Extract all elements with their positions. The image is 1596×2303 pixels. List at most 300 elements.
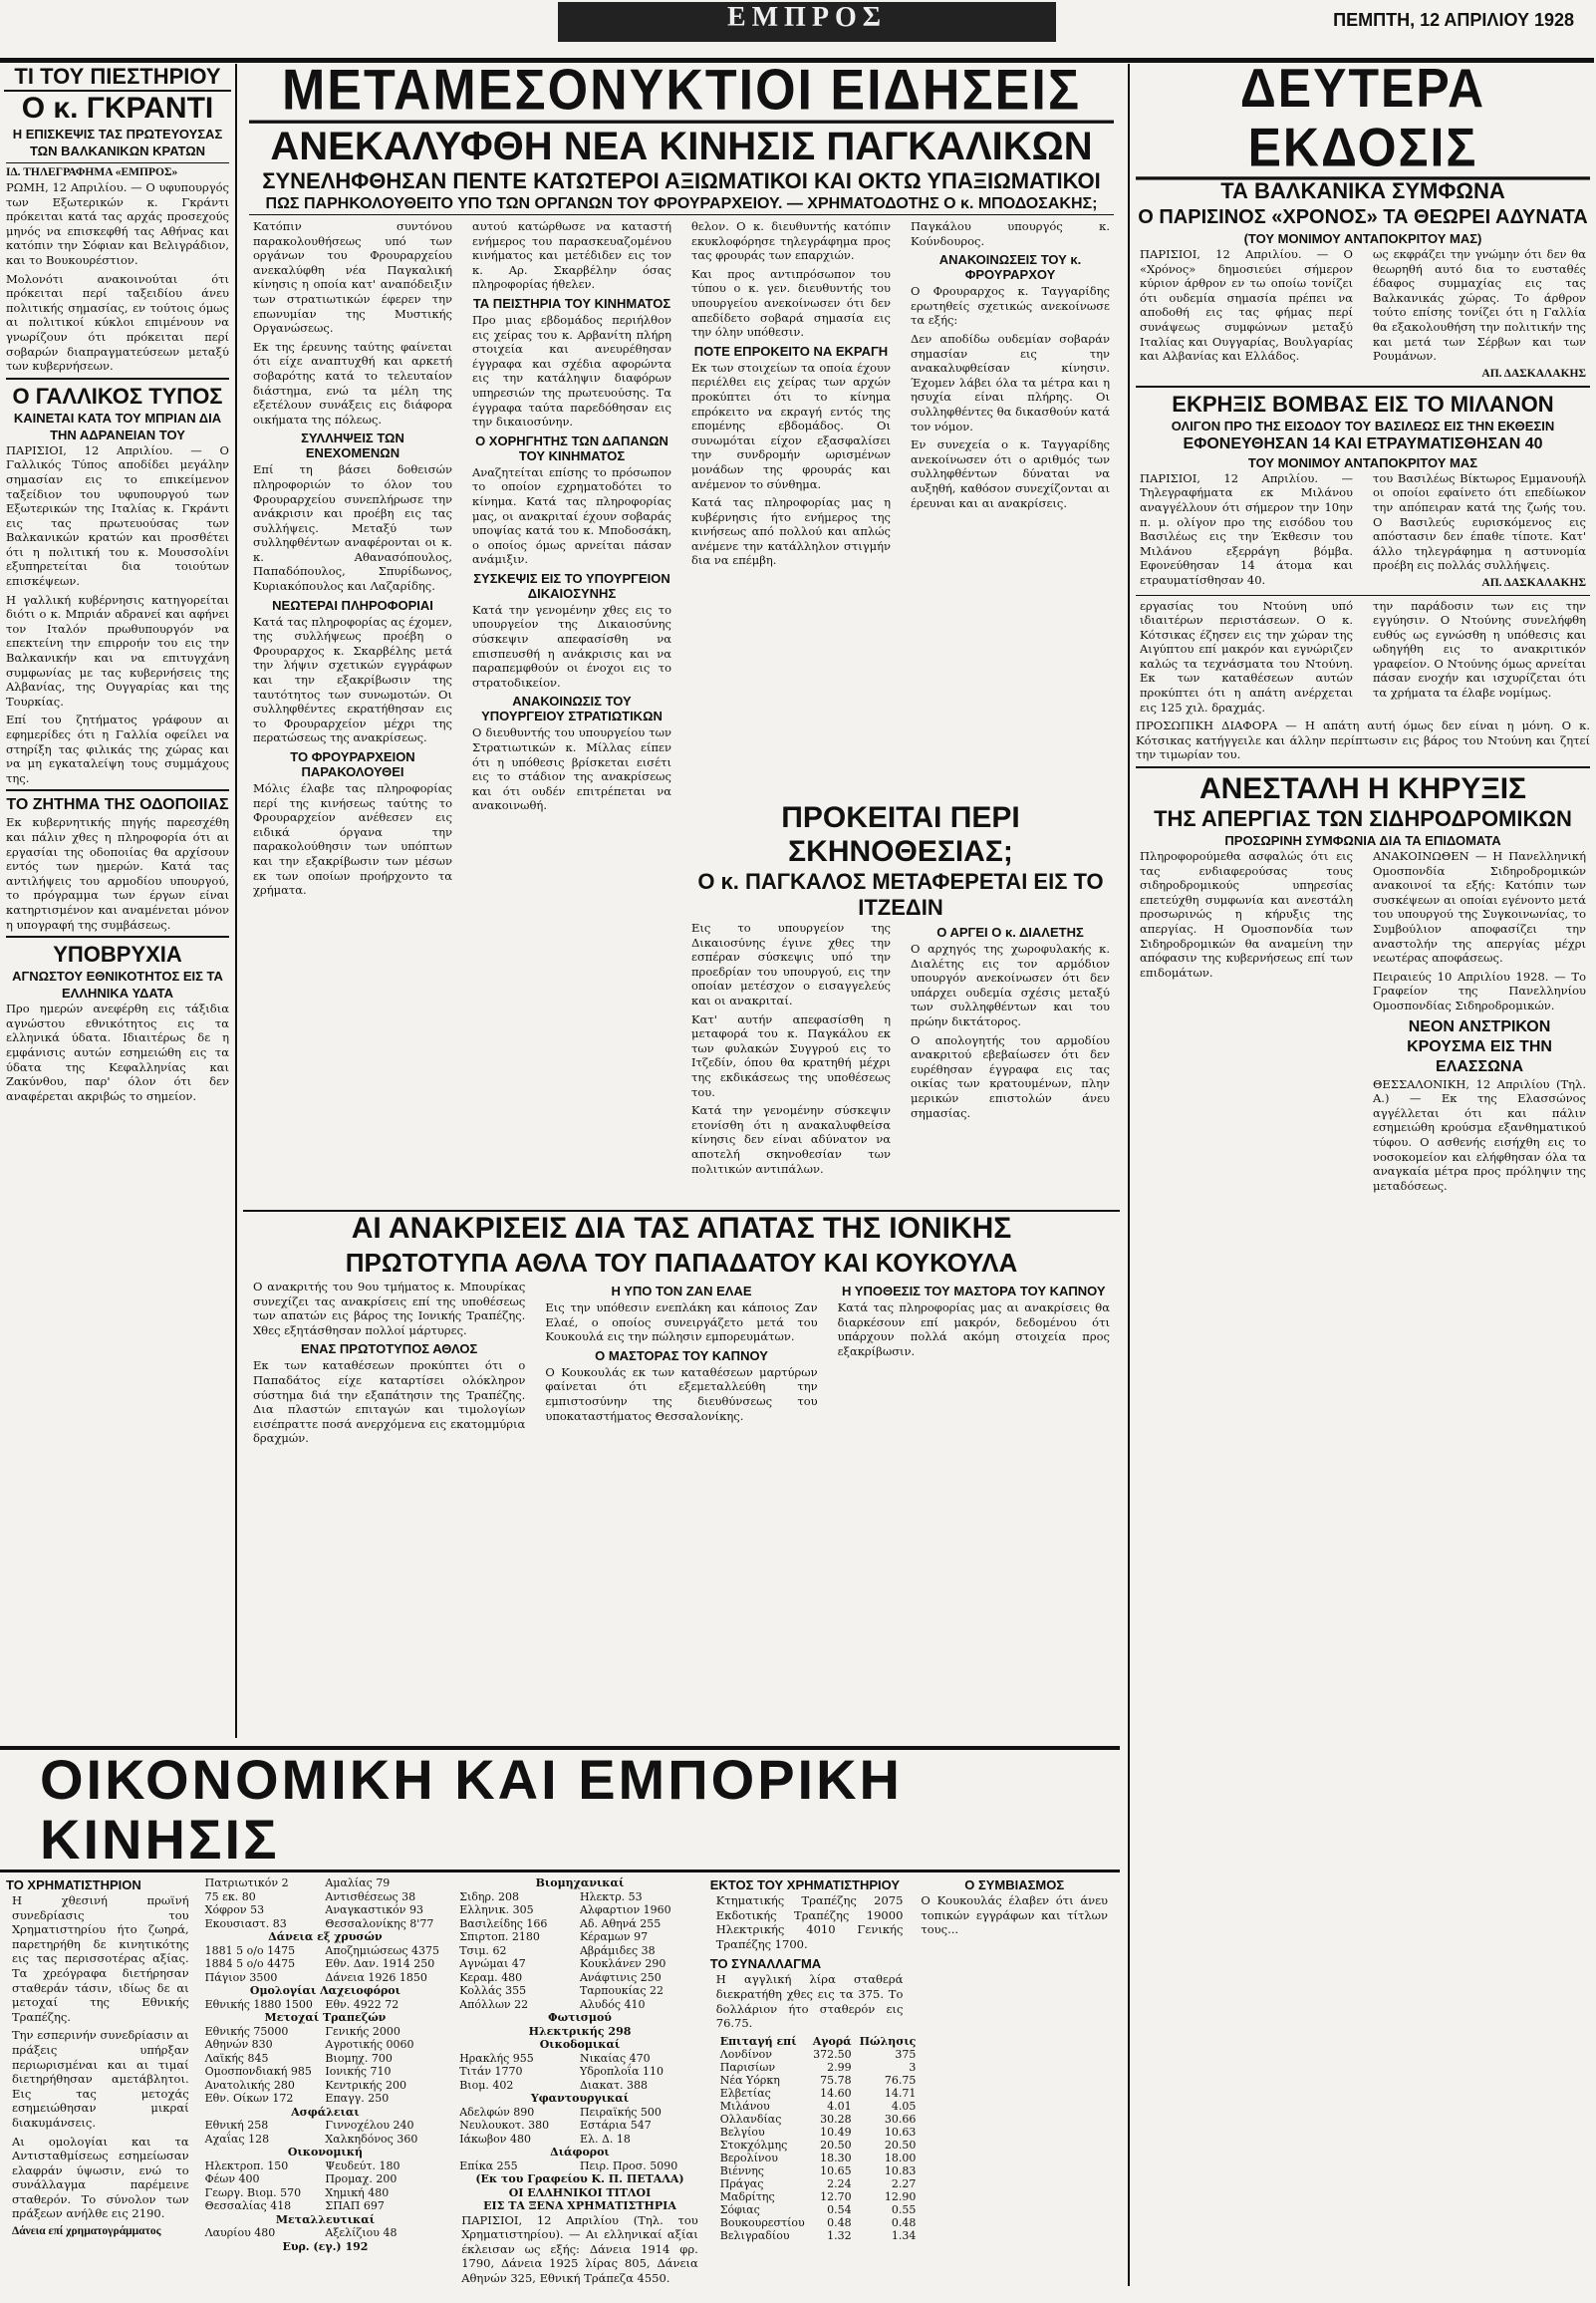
subhead: ΕΝΑΣ ΠΡΩΤΟΤΥΠΟΣ ΑΘΛΟΣ (301, 1341, 478, 1357)
quote-row (459, 2186, 700, 2200)
article-submarines-p1: Προ ημερών ανεφέρθη εις τάξιδια αγνώστου εθνικότητος εις τα ελληνικά ύδατα. Ιδιαιτέρως δε η εμφάνισις αυτών εσημειώθη εις τα ύδατα της Κεφαλληνίας και Ζακύνθου, παρ' όλον ότι δεν αναφέρεται ακριβώς το σημείον. (6, 1002, 229, 1103)
ionian-headline: ΑΙ ΑΝΑΚΡΙΣΕΙΣ ΔΙΑ ΤΑΣ ΑΠΑΤΑΣ ΤΗΣ ΙΟΝΙΚΗΣ (351, 1212, 1012, 1245)
quote-cell: Ανατολικής 280 (204, 2078, 295, 2092)
fx-row (716, 2126, 921, 2139)
strike-p1: Πληροφορούμεθα ασφαλώς ότι εις τας ενδιαφερούσας τους σιδηροδρομικούς υπηρεσίας επετεύχθη συμφωνία και ανεστάλη προσωρινώς η κήρυξις της απεργίας. Η Ομοσπονδία των Σιδηροδρομικών θα αναμείνη την απόφασιν της κυβερνήσεως επί των επιδομάτων. (1140, 849, 1353, 980)
right-column (1128, 57, 1596, 2286)
quote-cell: Ευρ. (εγ.) 192 (282, 2239, 369, 2253)
fx-cell: 3 (909, 2060, 917, 2074)
paragraph: Ο Κουκουλάς εκ των καταθέσεων μαρτύρων φαίνεται ότι εξεμεταλλεύθη την εμπιστοσύνην της διευθύνσεως του υποκαταστήματος Θεσσαλονίκης. (545, 1364, 818, 1423)
paragraph: Ο ανακριτής του 9ου τμήματος κ. Μπουρίκας συνεχίζει τας ανακρίσεις επί της υποθέσεως των απατών εις βάρος της Ιονικής Τραπέζης. Χθες εξητάσθησαν πολλοί μάρτυρες. (253, 1280, 526, 1337)
article-roads-headline: ΤΟ ΖΗΤΗΜΑ ΤΗΣ ΟΔΟΠΟΙΙΑΣ (6, 796, 229, 814)
quote-cell: Ασφάλειαι (291, 2105, 360, 2119)
quote-row (459, 2038, 700, 2052)
article-submarines-headline: ΥΠΟΒΡΥΧΙΑ (53, 942, 182, 968)
fx-row (716, 2100, 921, 2113)
fx-row (716, 2229, 921, 2242)
quote-cell: Κουκλάνεν 290 (579, 1957, 666, 1970)
dateline: ΠΕΜΠΤΗ, 12 ΑΠΡΙΛΙΟΥ 1928 (1333, 10, 1574, 30)
fx-header-cell: Επιταγή επί (719, 2034, 797, 2048)
quote-row (459, 1944, 700, 1958)
article-roads-p1: Εκ κυβερνητικής πηγής παρεσχέθη και πάλιν χθες η πληροφορία ότι αι εργασίαι της οδοποιίας θα αρχίσουν εντός των ημερών. Κατά τας αντιλήψεις του αρμοδίου υπουργού, το πρόγραμμα των έργων είναι κατηρτισμένον και αναμένεται μόνον η υπογραφή της συμβάσεως. (6, 815, 229, 932)
quote-cell: Ιονικής 710 (325, 2065, 392, 2078)
paragraph: Ο Φρουραρχος κ. Ταγγαρίδης ερωτηθείς σχετικώς ανεκοίνωσε τα εξής: (911, 284, 1110, 328)
kicker: ΤΙ ΤΟΥ ΠΙΕΣΤΗΡΙΟΥ (4, 64, 231, 92)
quote-cell: Προμαχ. 200 (325, 2172, 398, 2185)
quote-cell: Αντισθέσεως 38 (325, 1889, 416, 1903)
dounis-p2: την παράδοσιν των εις την εγγύησιν. Ο Ντούνης συνελήφθη ευθύς ως εγνώσθη η υπόθεσις και ωδηγήθη εις το ανακριτικόν γραφείον. Ο Ντούνης όμως αρνείται πάσαν ενοχήν και ισχυρίζεται ότι τα χρήματα τα έλαβε νομίμως. (1373, 598, 1586, 701)
paragraph: Την εσπερινήν συνεδρίασιν αι πράξεις υπήρξαν περιωρισμέναι και αι τιμαί διετηρήθησαν αμετάβλητοι. Εις τας μετοχάς εσημειώθησαν μικραί διακυμάνσεις. (12, 2028, 189, 2130)
fx-cell: 0.48 (827, 2215, 852, 2229)
subhead: Ο ΧΟΡΗΓΗΤΗΣ ΤΩΝ ΔΑΠΑΝΩΝ ΤΟΥ ΚΙΝΗΜΑΤΟΣ (475, 432, 668, 463)
quote-cell: Πάγιον 3500 (204, 1970, 278, 1984)
subhead: ΤΑ ΠΕΙΣΤΗΡΙΑ ΤΟΥ ΚΙΝΗΜΑΤΟΣ (472, 295, 671, 311)
quote-cell: Αδελφών 890 (459, 2105, 535, 2119)
fx-cell: 0.48 (891, 2215, 917, 2229)
quote-cell: Επαγγ. 250 (325, 2092, 390, 2105)
quote-row (459, 2052, 700, 2066)
subhead: ΤΟ ΦΡΟΥΡΑΡΧΕΙΟΝ ΠΑΡΑΚΟΛΟΥΘΕΙ (290, 749, 415, 779)
fx-row (716, 2048, 921, 2061)
quote-cell: Φωτισμού (548, 2011, 612, 2024)
quote-cell: Αξελίζιου 48 (325, 2226, 398, 2239)
finance-banner: ΟΙΚΟΝΟΜΙΚΗ ΚΑΙ ΕΜΠΟΡΙΚΗ ΚΙΝΗΣΙΣ (0, 1750, 1120, 1872)
fx-cell: Βελιγραδίου (719, 2228, 790, 2242)
quote-row (205, 2038, 446, 2052)
quote-row (205, 2065, 446, 2079)
fx-cell: Ολλανδίας (719, 2112, 782, 2126)
subhead: ΑΝΑΚΟΙΝΩΣΕΙΣ ΤΟΥ κ. ΦΡΟΥΡΑΡΧΟΥ (938, 252, 1082, 283)
quote-cell: Εκουσιαστ. 83 (204, 1916, 287, 1930)
quote-cell: Κεραμ. 480 (459, 1970, 523, 1984)
fx-cell: 10.63 (884, 2125, 917, 2139)
quote-cell: Αθηνών 830 (204, 2038, 273, 2051)
quote-cell: Πατριωτικόν 2 (204, 1876, 289, 1889)
paragraph: Επί τη βάσει δοθεισών πληροφοριών το όλον του Φρουραρχείου συνεπλήρωσε την ανάκρισιν και προέβη εις τας συλλήψεις. Μεταξύ των συλληφθέντων αναφέρονται οι κ. κ. Αθανασόπουλος, Παπαδόπουλος, Σπυρίδωνος, Κυριακόπουλος και Λαζαρίδης. (253, 462, 452, 594)
quote-cell: Τσιμ. 62 (459, 1943, 507, 1957)
paragraph: Ο απολογητής του αρμοδίου ανακριτού εβεβαίωσεν ότι δεν ευρέθησαν έγγραφα εις τας οικίας των κρατουμένων, πλην μερικών επιστολών άνευ σημασίας. (911, 1032, 1110, 1120)
fx-cell: Μαδρίτης (719, 2189, 775, 2203)
center-column (243, 58, 1120, 1738)
fx-cell: 2.99 (827, 2060, 852, 2074)
quote-cell: Ηρακλής 955 (459, 2051, 534, 2065)
subhead: ΠΟΤΕ ΕΠΡΟΚΕΙΤΟ ΝΑ ΕΚΡΑΓΗ (693, 343, 889, 359)
article-french-press-p1: ΠΑΡΙΣΙΟΙ, 12 Απριλίου. — Ο Γαλλικός Τύπος αποδίδει μεγάλην σημασίαν εις το επικείμενον ταξείδιον του υφυπουργού των Εξωτερικών της Ιταλίας κ. Γκράντι εις τας πρωτευούσας των Βαλκανικών κρατών και προσθέτει ότι η πολιτική του κ. Μουσσολίνι εξυπηρετείται δια τοιούτων επισκέψεων. (6, 442, 229, 589)
milan-bomb-headline: ΕΚΡΗΞΙΣ ΒΟΜΒΑΣ ΕΙΣ ΤΟ ΜΙΛΑΝΟΝ (1172, 391, 1554, 417)
paragraph: Μόλις έλαβε τας πληροφορίας περί της κινήσεως ταύτης το Φρουραρχείον ανέθεσεν εις ειδικά όργανα την παρακολούθησιν των υπόπτων και την εξακρίβωσιν των μέσων εκ των οποίων προήρχοντο τα χρήματα. (253, 781, 452, 898)
fx-row (716, 2190, 921, 2203)
finance-section (0, 1746, 1120, 2303)
quote-cell: Κεντρικής 200 (325, 2078, 407, 2092)
quote-cell: Εθνικής 1880 1500 (204, 1997, 313, 2011)
article-french-press-subhead: ΚΑΙΝΕΤΑΙ ΚΑΤΑ ΤΟΥ ΜΠΡΙΑΝ ΔΙΑ ΤΗΝ ΑΔΡΑΝΕΙΑΝ ΤΟΥ (13, 410, 222, 442)
quote-row (205, 1917, 446, 1931)
quote-cell: Απόλλων 22 (459, 1997, 529, 2011)
fx-cell: 4.05 (891, 2099, 917, 2113)
quote-row (459, 1971, 700, 1985)
quote-cell: Ανάφτινις 250 (579, 1970, 662, 1984)
article-grandi-dateline: ΙΔ. ΤΗΛΕΓΡΑΦΗΜΑ «ΕΜΠΡΟΣ» (6, 166, 178, 178)
quote-cell: Πειραϊκής 500 (579, 2105, 662, 2119)
quote-list-2 (455, 1876, 704, 2213)
balkan-pacts-byline: (ΤΟΥ ΜΟΝΙΜΟΥ ΑΝΤΑΠΟΚΡΙΤΟΥ ΜΑΣ) (1243, 231, 1482, 246)
quote-row (459, 2106, 700, 2120)
fx-cell: Βερολίνου (719, 2151, 778, 2164)
article-grandi-subhead: Η ΕΠΙΣΚΕΨΙΣ ΤΑΣ ΠΡΩΤΕΥΟΥΣΑΣ ΤΩΝ ΒΑΛΚΑΝΙΚΩΝ ΚΡΑΤΩΝ (12, 127, 223, 158)
quote-cell: Χαλκηδόνος 360 (325, 2132, 418, 2146)
quote-row (205, 2119, 446, 2133)
second-edition-banner: ΔΕΥΤΕΡΑ ΕΚΔΟΣΙΣ (1136, 58, 1590, 179)
subhead: ΣΥΣΚΕΨΙΣ ΕΙΣ ΤΟ ΥΠΟΥΡΓΕΙΟΝ ΔΙΚΑΙΟΣΥΝΗΣ (473, 570, 670, 601)
quote-cell: Ελ. Δ. 18 (579, 2132, 631, 2146)
quote-cell: 1881 5 ο/ο 1475 (204, 1943, 296, 1957)
center-banner: ΜΕΤΑΜΕΣΟΝΥΚΤΙΟΙ ΕΙΔΗΣΕΙΣ (249, 61, 1114, 124)
fx-cell: 18.00 (884, 2151, 917, 2164)
quote-cell: Εθνική 258 (204, 2119, 269, 2132)
quote-row (205, 2011, 446, 2025)
fx-cell: 10.49 (820, 2125, 852, 2139)
quote-cell: Αβράμιδες 38 (579, 1943, 656, 1957)
quote-row (205, 1930, 446, 1944)
paragraph: Ο αρχηγός της χωροφυλακής κ. Διαλέτης εις τον αρμόδιον υπουργόν ανεκοίνωσεν ότι δεν υπάρχει ουδεμία σχέσις μεταξύ των συλληφθέντων και του πρώην δικτάτορος. (911, 942, 1110, 1028)
fx-table (716, 2035, 921, 2242)
quote-cell: Αγροτικής 0060 (325, 2038, 414, 2051)
quote-cell: Γιννοχέλου 240 (325, 2119, 414, 2132)
quote-cell: Εστάρια 547 (579, 2119, 652, 2132)
quote-cell: Εθνικής 75000 (204, 2024, 289, 2038)
quote-cell: Αλφαρτιον 1960 (579, 1903, 671, 1916)
ionian-article (243, 1210, 1120, 1740)
fx-cell: Βουκουρεστίου (719, 2215, 805, 2229)
article-french-press-p2: Η γαλλική κυβέρνησις κατηγορείται διότι ο κ. Μπριάν αδρανεί και αφήνει τον Ιταλόν πρωθυπουργόν να επεκτείνη την επιρροήν του εις την Βαλκανικήν και να επιτυγχάνη συμφωνίας με τας κυβερνήσεις της Αλβανίας, της Ουγγαρίας και της Τουρκίας. (6, 592, 229, 709)
quote-cell: ΟΙ ΕΛΛΗΝΙΚΟΙ ΤΙΤΛΟΙ (508, 2185, 652, 2199)
quote-cell: Αναγκαστικόν 93 (325, 1903, 423, 1916)
fx-row (716, 2177, 921, 2190)
fx-cell: Πράγας (719, 2176, 764, 2190)
paragraph: Προ μιας εβδομάδος περιήλθον εις χείρας του κ. Αρβανίτη πλήρη στοιχεία και ανευρέθησαν έγγραφα και σχέδια αφορώντα εις την κατάληψιν διαφόρων υπηρεσιών της πρωτευούσης. Τα έγγραφα ταύτα παρεδόθησαν εις την δικαιοσύνην. (472, 312, 671, 430)
quote-row (205, 1944, 446, 1958)
fx-cell: 0.54 (827, 2202, 852, 2216)
quote-row (205, 2133, 446, 2147)
paragraph: Παγκάλου υπουργός κ. Κούνδουρος. (911, 219, 1110, 248)
fx-cell: 375 (895, 2047, 917, 2061)
quote-row (205, 2199, 446, 2213)
quote-row (459, 2065, 700, 2079)
extra-bourse-text: Κτηματικής Τραπέζης 2075 Εκδοτικής Τραπέζης 19000 Ηλεκτρικής 4010 Γενικής Τραπέζης 1700. (715, 1893, 904, 1951)
pangalos-col-4 (905, 219, 1116, 777)
symviasmos-section (915, 1876, 1114, 2289)
quote-row (205, 1984, 446, 1998)
quote-cell: (Εκ του Γραφείου Κ. Π. ΠΕΤΑΛΑ) (475, 2172, 684, 2185)
quote-cell: Κολλάς 355 (459, 1984, 527, 1997)
fx-cell: 20.50 (820, 2138, 852, 2152)
fx-cell: 30.66 (884, 2112, 917, 2126)
paragraph: Κατόπιν συντόνου παρακολουθήσεως υπό των οργάνων του Φρουραρχείου ανεκαλύφθη νέα Παγκαλική κίνησις η οποία κατ' αναπόδειξιν των στρατιωτικών έφερεν την επωνυμίαν της Μυστικής Οργανώσεως. (253, 219, 452, 336)
fx-row (716, 2139, 921, 2152)
fx-row (716, 2061, 921, 2074)
quote-cell: Ελληνικ. 305 (459, 1903, 534, 1916)
quote-cell: Αμαλίας 79 (325, 1876, 391, 1889)
pangalos-col-2 (466, 219, 677, 813)
fx-text: Η αγγλική λίρα σταθερά διεκρατήθη χθες εις τα 375. Το δολλάριον ήτο σταθερόν εις 76.75. (715, 1972, 904, 2031)
strike-subhead: ΤΗΣ ΑΠΕΡΓΙΑΣ ΤΩΝ ΣΙΔΗΡΟΔΡΟΜΙΚΩΝ (1154, 806, 1572, 832)
quote-row (459, 2133, 700, 2147)
quote-cell: Δάνεια εξ χρυσών (268, 1930, 383, 1943)
quote-row (205, 2159, 446, 2173)
quote-cell: Βιομ. 402 (459, 2078, 514, 2092)
fx-header-cell: Αγορά (812, 2034, 852, 2048)
quote-cell: Λαυρίου 480 (204, 2226, 276, 2239)
milan-bomb-p2: του Βασιλέως Βίκτωρος Εμμανουήλ οι οποίοι εφαίνετο ότι επεδίωκον την απόπειραν κατά της ζωής του. Ο Βασιλεύς ευρισκόμενος εις απόστασιν δεν έπαθε τίποτε. Κατ' άλλο τηλεγράφημα η αστυνομία προέβη εις πολλάς συλλήψεις. (1373, 470, 1586, 573)
bourse-headline: ΤΟ ΧΡΗΜΑΤΙΣΤΗΡΙΟΝ (6, 1877, 141, 1892)
quote-row (459, 2011, 700, 2025)
article-grandi-p2: Μολονότι ανακοινούται ότι πρόκειται περί ταξειδίου άνευ πολιτικής σημασίας, εν τούτοις όμως αι πολιτικοί κύκλοι επιμένουν να γνωρίζουν ότι πρόκειται περί σοβαρών διαπραγματεύσεων μεταξύ των κυβερνήσεων. (6, 271, 229, 374)
paragraph: Και προς αντιπρόσωπον του τύπου ο κ. γεν. διευθυντής του υπουργείου ανεκοίνωσεν ότι δεν απεδίδετο σοβαρά σημασία εις την όλην υπόθεσιν. (691, 266, 891, 340)
quote-cell: 1884 5 ο/ο 4475 (204, 1957, 296, 1970)
quote-row (205, 2052, 446, 2066)
strike-headline: ΑΝΕΣΤΑΛΗ Η ΚΗΡΥΞΙΣ (1198, 772, 1527, 806)
quote-cell: Ηλεκτροπ. 150 (204, 2159, 289, 2172)
paragraph: Κατά τας πληροφορίας ας έχομεν, της συλλήψεως προέβη ο Φρουραρχος κ. Σκαρβέλης μετά την λήψιν σχετικών εγγράφων και την εξακρίβωσιν της ταυτότητος των συνωμοτών. Οι συλληφθέντες εκρατήθησαν εις το Φρουραρχείον μέχρι της περατώσεως της ανακρίσεως. (253, 614, 452, 745)
quote-cell: ΣΠΑΠ 697 (325, 2199, 385, 2212)
quote-row (459, 1957, 700, 1971)
quote-cell: Κέραμων 97 (579, 1930, 649, 1943)
fx-headline: ΤΟ ΣΥΝΑΛΛΑΓΜΑ (709, 1956, 822, 1972)
quote-cell: Ταρπουκίας 22 (579, 1984, 665, 1997)
quote-cell: Ομολογίαι Λαχειοφόροι (249, 1984, 400, 1997)
quote-row (205, 2106, 446, 2120)
quote-row (459, 2025, 700, 2039)
fx-cell: 2.27 (891, 2176, 917, 2190)
typhus-p1: ΘΕΣΣΑΛΟΝΙΚΗ, 12 Απριλίου (Τηλ. Α.) — Εκ της Ελασσώνος αγγέλλεται ότι και πάλιν εσημειώθη κρούσμα εξανθηματικού τύφου. Ο ασθενής εισήχθη εις το νοσοκομείον και ελήφθησαν όλα τα αναγκαία μέτρα προς πρόληψιν της μεταδόσεως. (1373, 1076, 1586, 1193)
quote-row (205, 2146, 446, 2159)
paragraph: Εις την υπόθεσιν ενεπλάκη και κάποιος Ζαν Ελαέ, ο οποίος συνειργάζετο μετά του Κουκουλά εις την πώλησιν εμπορευμάτων. (545, 1300, 818, 1344)
subhead: ΝΕΩΤΕΡΑΙ ΠΛΗΡΟΦΟΡΙΑΙ (272, 597, 433, 613)
quote-cell: Διακατ. 388 (579, 2078, 649, 2092)
quote-cell: Οικονομική (287, 2146, 363, 2159)
quote-row (205, 2172, 446, 2186)
quote-cell: Δάνεια 1926 1850 (325, 1970, 427, 1984)
fx-cell: 10.83 (884, 2163, 917, 2177)
paragraph: Εν συνεχεία ο κ. Ταγγαρίδης ανεκοίνωσεν ότι ο αριθμός των συλληφθέντων δύναται να αυξηθή, καθόσον συνεχίζονται αι έρευναι και αι ανακρίσεις. (911, 437, 1110, 510)
quote-row (205, 1998, 446, 2012)
fx-cell: Λονδίνον (719, 2047, 772, 2061)
quote-cell: Βασιλείδης 166 (459, 1916, 548, 1930)
quote-cell: Αγνώμαι 47 (459, 1957, 526, 1970)
fx-row (716, 2113, 921, 2126)
quote-list-1 (201, 1876, 450, 2289)
fx-row (716, 2164, 921, 2177)
symviasmos-text: Ο Κουκουλάς έλαβεν ότι άνευ τοπικών εγγράφων και τίτλων τους... (921, 1893, 1109, 1937)
paragraph: Δεν αποδίδω ουδεμίαν σοβαράν σημασίαν εις την ανακαλυφθείσαν κίνησιν. Έχομεν λάβει όλα τα μέτρα και η ησυχία είναι πλήρης. Οι συλληφθέντες θα δικασθούν κατά τον νόμον. (911, 331, 1110, 433)
quote-row (205, 1971, 446, 1985)
quote-row (459, 1876, 700, 1890)
quote-cell: Αδ. Αθηνά 255 (579, 1916, 662, 1930)
fx-cell: Νέα Υόρκη (719, 2073, 780, 2087)
quote-cell: Θεσσαλονίκης 8'77 (325, 1916, 434, 1930)
quote-cell: Ψευδεύτ. 180 (325, 2159, 400, 2172)
subhead: ΑΝΑΚΟΙΝΩΣΙΣ ΤΟΥ ΥΠΟΥΡΓΕΙΟΥ ΣΤΡΑΤΙΩΤΙΚΩΝ (481, 694, 663, 724)
article-submarines-subhead: ΑΓΝΩΣΤΟΥ ΕΘΝΙΚΟΤΗΤΟΣ ΕΙΣ ΤΑ ΕΛΛΗΝΙΚΑ ΥΔΑΤΑ (12, 969, 223, 1002)
balkan-pacts-signature: ΑΠ. ΔΑΣΚΑΛΑΚΗΣ (1481, 367, 1586, 380)
fx-row (716, 2087, 921, 2100)
quote-cell: Γεωργ. Βιομ. 570 (204, 2185, 302, 2199)
fx-cell: Παρισίων (719, 2060, 776, 2074)
fx-table-header (716, 2035, 921, 2048)
quote-row (205, 2240, 446, 2254)
fx-cell: 372.50 (813, 2047, 852, 2061)
quote-row (459, 1903, 700, 1917)
fx-section (709, 1876, 917, 2289)
fx-cell: 10.65 (820, 2163, 852, 2177)
staging-article (681, 801, 1120, 1176)
quote-cell: Ηλεκτρ. 53 (579, 1889, 643, 1903)
fx-cell: 0.55 (891, 2202, 917, 2216)
paragraph: Κατά τας πληροφορίας μας αι ανακρίσεις θα διαρκέσουν επί μακρόν, δεδομένου ότι υπάρχουν πολλά ακόμη στοιχεία προς εξακρίβωσιν. (837, 1300, 1110, 1358)
balkan-pacts-p2: ως εκφράζει την γνώμην ότι δεν θα θεωρηθή αυτό δια το ευσταθές έδαφος συμμαχίας εις τας Βαλκανικάς χώρας. Το άρθρον τούτο επίσης τονίζει ότι η Γαλλία θα εξακολουθήση την πολιτικήν της και μετά των Σέρβων και των Ρουμάνων. (1373, 247, 1586, 364)
paragraph: αυτού κατώρθωσε να καταστή ενήμερος του παρασκευαζομένου κινήματος και μετέδιδεν εις τον κ. Αρ. Σκαρβέλην όσας πληροφορίας ήθελεν. (472, 219, 671, 292)
quote-cell: Αποζημιώσεως 4375 (325, 1943, 440, 1957)
fx-cell: 18.30 (820, 2151, 852, 2164)
article-grandi-headline: Ο κ. ΓΚΡΑΝΤΙ (21, 92, 214, 125)
quote-cell: Σιδηρ. 208 (459, 1889, 519, 1903)
quote-cell: Μετοχαί Τραπεζών (264, 2011, 387, 2024)
paragraph: Εκ της έρευνης ταύτης φαίνεται ότι είχε αναπτυχθή και αρκετή σοβαρότης κατά το τελευταίον διάστημα, ενώ τα μέλη της εξετέλουν συνάξεις εις διάφορα οικήματα της πόλεως. (253, 339, 452, 427)
fx-row (716, 2216, 921, 2229)
fx-cell: Μιλάνου (719, 2099, 770, 2113)
quote-cell: Χόφρον 53 (204, 1903, 265, 1916)
pangalos-subhead-2: ΠΩΣ ΠΑΡΗΚΟΛΟΥΘΕΙΤΟ ΥΠΟ ΤΩΝ ΟΡΓΑΝΩΝ ΤΟΥ ΦΡΟΥΡΑΡΧΕΙΟΥ. — ΧΡΗΜΑΤΟΔΟΤΗΣ Ο κ. ΜΠΟΔΟΣΑΚΗΣ; (249, 194, 1114, 215)
quote-row (205, 1957, 446, 1971)
pangalos-col-1 (247, 219, 458, 898)
fx-cell: 30.28 (820, 2112, 852, 2126)
quote-row (205, 1903, 446, 1917)
milan-bomb-subhead: ΟΛΙΓΟΝ ΠΡΟ ΤΗΣ ΕΙΣΟΔΟΥ ΤΟΥ ΒΑΣΙΛΕΩΣ ΕΙΣ ΤΗΝ ΕΚΘΕΣΙΝ (1171, 418, 1555, 433)
fx-cell: 1.32 (827, 2228, 852, 2242)
milan-bomb-subhead-2: ΕΦΟΝΕΥΘΗΣΑΝ 14 ΚΑΙ ΕΤΡΑΥΜΑΤΙΣΘΗΣΑΝ 40 (1183, 434, 1543, 452)
left-column (0, 64, 237, 1738)
strike-p3: Πειραιεύς 10 Απριλίου 1928. — Το Γραφείον της Πανελληνίου Ομοσπονδίας Σιδηροδρομικών. (1373, 969, 1586, 1012)
paragraph: Ο διευθυντής του υπουργείου των Στρατιωτικών κ. Μίλλας είπεν ότι η υπόθεσις βρίσκεται εισέτι εις το στάδιον της ανακρίσεως και ότι ουδέν επιτρέπεται να ανακοινωθή. (472, 725, 671, 813)
fx-cell: Σόφιας (719, 2202, 760, 2216)
quote-cell: Εθν. Δαν. 1914 250 (325, 1957, 435, 1970)
quote-cell: Βιομηχ. 700 (325, 2051, 393, 2065)
fx-cell: 14.71 (884, 2086, 917, 2100)
quote-cell: Διάφοροι (550, 2146, 610, 2159)
masthead-bar (0, 0, 1594, 63)
fx-header-cell: Πώλησις (859, 2034, 917, 2048)
quote-cell: Πειρ. Προσ. 5090 (579, 2159, 678, 2172)
dounis-p3: ΠΡΟΣΩΠΙΚΗ ΔΙΑΦΟΡΑ — Η απάτη αυτή όμως δεν είναι η μόνη. Ο κ. Κότσικας κατήγγειλε και άλλην περίπτωσιν εις βάρος του Ντούνη και ζητεί την τιμωρίαν του. (1136, 719, 1590, 762)
quote-cell: Εθν. 4922 72 (325, 1997, 399, 2011)
pangalos-headline: ΑΝΕΚΑΛΥΦΘΗ ΝΕΑ ΚΙΝΗΣΙΣ ΠΑΓΚΑΛΙΚΩΝ (270, 125, 1093, 168)
quote-cell: Σπιρτοπ. 2180 (459, 1930, 540, 1943)
pangalos-col-3 (685, 219, 897, 777)
staging-subhead: Ο κ. ΠΑΓΚΑΛΟΣ ΜΕΤΑΦΕΡΕΤΑΙ ΕΙΣ ΤΟ ΙΤΖΕΔΙΝ (697, 869, 1104, 920)
subhead: Ο ΜΑΣΤΟΡΑΣ ΤΟΥ ΚΑΠΝΟΥ (595, 1347, 768, 1363)
quote-cell: Τιτάν 1770 (459, 2065, 523, 2078)
bourse-report (6, 1876, 195, 2289)
fx-cell: Βιέννης (719, 2163, 764, 2177)
quote-row (205, 2226, 446, 2240)
quote-cell: Νευλουκοτ. 380 (459, 2119, 550, 2132)
staging-headline: ΠΡΟΚΕΙΤΑΙ ΠΕΡΙ ΣΚΗΝΟΘΕΣΙΑΣ; (781, 801, 1020, 868)
paragraph: Αι ομολογίαι και τα Αντισταθμίσεως εσημείωσαν ελαφράν ύψωσιν, ενώ το συνάλλαγμα παρέμεινε σταθερόν. Το σύνολον των πράξεων ανήλθε εις 2190. (12, 2134, 189, 2221)
milan-bomb-p1: ΠΑΡΙΣΙΟΙ, 12 Απριλίου. — Τηλεγραφήματα εκ Μιλάνου αναγγέλλουν ότι σήμερον την 10ην π. μ. ολίγον προ της εισόδου του Βασιλέως εις την Έκθεσιν του Μιλάνου εξερράγη βόμβα. Εφονεύθησαν 14 άτομα και ετραυματίσθησαν 40. (1140, 470, 1353, 587)
quote-row (459, 1998, 700, 2012)
fx-cell: 14.60 (820, 2086, 852, 2100)
quote-row (459, 2199, 700, 2213)
quote-cell: Ιάκωβον 480 (459, 2132, 531, 2146)
quote-row (459, 1917, 700, 1931)
subhead: Η ΥΠΟ ΤΟΝ ΖΑΝ ΕΛΑΕ (611, 1284, 752, 1298)
symviasmos-headline: Ο ΣΥΜΒΙΑΣΜΟΣ (964, 1877, 1065, 1892)
fx-cell: Ελβετίας (719, 2086, 771, 2100)
quote-cell: Μεταλλευτικαί (275, 2212, 376, 2226)
fx-cell: 4.01 (827, 2099, 852, 2113)
quote-cell: Φέων 400 (204, 2172, 260, 2185)
balkan-pacts-subhead: Ο ΠΑΡΙΣΙΝΟΣ «ΧΡΟΝΟΣ» ΤΑ ΘΕΩΡΕΙ ΑΔΥΝΑΤΑ (1138, 206, 1588, 228)
masthead: ΕΜΠΡΟΣ (558, 2, 1056, 42)
quote-row (459, 2079, 700, 2093)
pangalos-subhead: ΣΥΝΕΛΗΦΘΗΣΑΝ ΠΕΝΤΕ ΚΑΤΩΤΕΡΟΙ ΑΞΙΩΜΑΤΙΚΟΙ ΚΑΙ ΟΚΤΩ ΥΠΑΞΙΩΜΑΤΙΚΟΙ (262, 168, 1101, 193)
quote-cell: ΕΙΣ ΤΑ ΞΕΝΑ ΧΡΗΜΑΤΙΣΤΗΡΙΑ (483, 2199, 676, 2212)
quote-cell: Οικοδομικαί (539, 2038, 621, 2051)
fx-cell: 12.90 (884, 2189, 917, 2203)
article-grandi-p1: ΡΩΜΗ, 12 Απριλίου. — Ο υφυπουργός των Εξωτερικών κ. Γκράντι πρόκειται κατά τας αρχάς προσεχούς μηνός να επισκεφθή τας Αθήνας και κατόπιν την Σόφιαν και Βελιγράδιον, και το Βουκουρέστιον. (6, 180, 229, 267)
fx-cell: Βελγίου (719, 2125, 765, 2139)
fx-cell: 12.70 (820, 2189, 852, 2203)
quote-cell: 75 εκ. 80 (204, 1889, 256, 1903)
fx-cell: 75.78 (820, 2073, 852, 2087)
quote-row (459, 2119, 700, 2133)
fx-cell: 1.34 (891, 2228, 917, 2242)
quote-row (205, 2025, 446, 2039)
quote-row (205, 2079, 446, 2093)
quote-row (459, 1890, 700, 1904)
fx-row (716, 2203, 921, 2216)
paragraph: Κατά την γενομένην χθες εις το υπουργείον της Δικαιοσύνης σύσκεψιν απεφασίσθη να επισπευσθή η ανάκρισις και να παραπεμφθούν οι ένοχοι εις το στρατοδικείον. (472, 602, 671, 690)
paragraph: Εις το υπουργείον της Δικαιοσύνης έγινε χθες την εσπέραν σύσκεψις υπό την προεδρίαν του υπουργού, εις την οποίαν μετέσχον ο εισαγγελεύς και οι ανακριταί. (691, 921, 891, 1008)
typhus-headline: ΝΕΟΝ ΑΝΣΤΡΙΚΟΝ ΚΡΟΥΣΜΑ ΕΙΣ ΤΗΝ ΕΛΑΣΣΩΝΑ (1407, 1017, 1552, 1075)
quote-cell: Νικαίας 470 (579, 2051, 651, 2065)
paragraph: Αναζητείται επίσης το πρόσωπον το οποίον εχρηματοδότει το κίνημα. Κατά τας πληροφορίας μας, οι ανακριταί έχουν σοβαράς υποψίας κατά του κ. Μποδοσάκη, ο οποίος όμως αρνείται πάσαν ανάμιξιν. (472, 464, 671, 567)
quote-cell: Λαϊκής 845 (204, 2051, 269, 2065)
fx-cell: 2.24 (827, 2176, 852, 2190)
foreign-titles-text: ΠΑΡΙΣΙΟΙ, 12 Απριλίου (Τηλ. του Χρηματιστηρίου). — Αι ελληνικαί αξίαι έκλεισαν ως εξής: Δάνεια 1914 φρ. 1790, Δάνεια 1925 λίρας 805, Δάνεια Αθηνών 325, Εθνική Τράπεζα 4550. (461, 2212, 698, 2285)
quote-cell: Βιομηχανικαί (535, 1876, 625, 1889)
quote-row (205, 2092, 446, 2106)
fx-row (716, 2152, 921, 2164)
paragraph: θελον. Ο κ. διευθυντής κατόπιν εκυκλοφόρησε τηλεγράφημα προς τας φρουράς των επαρχιών. (691, 219, 891, 263)
quote-cell: Υφαντουργικαί (530, 2092, 630, 2105)
quote-cell: Θεσσαλίας 418 (204, 2199, 292, 2212)
subhead: Ο ΑΡΓΕΙ Ο κ. ΔΙΑΛΕΤΗΣ (936, 925, 1084, 940)
quote-cell: Επίκα 255 (459, 2159, 518, 2172)
quote-cell: Χημική 480 (325, 2185, 390, 2199)
quote-cell: Υδροπλοΐα 110 (579, 2065, 664, 2078)
quote-cell: Εθν. Οίκων 172 (204, 2092, 294, 2105)
strike-subhead-2: ΠΡΟΣΩΡΙΝΗ ΣΥΜΦΩΝΙΑ ΔΙΑ ΤΑ ΕΠΙΔΟΜΑΤΑ (1224, 833, 1501, 849)
extra-bourse-headline: ΕΚΤΟΣ ΤΟΥ ΧΡΗΜΑΤΙΣΤΗΡΙΟΥ (709, 1877, 901, 1892)
paragraph: Η χθεσινή πρωϊνή συνεδρίασις του Χρηματιστηρίου ήτο ζωηρά, παρετηρήθη δε κινητικότης εις τας περισσοτέρας αξίας. Τα χρεόγραφα διετήρησαν σταθεράν τάσιν, ιδίως δε αι μετοχαί της Εθνικής Τραπέζης. (12, 1893, 189, 2024)
bourse-tail: Δάνεια επί χρηματογράμματος (12, 2225, 161, 2238)
article-french-press-headline: Ο ΓΑΛΛΙΚΟΣ ΤΥΠΟΣ (12, 383, 223, 409)
dounis-p1: εργασίας του Ντούνη υπό ιδιαιτέρων περιστάσεων. Ο κ. Κότσικας έζησεν εις την χώραν της Αιγύπτου επί μακρόν και εγνώριζεν καλώς τα τεχνάσματα του Ντούνη. Εκ των καταθέσεων αυτών προκύπτει ότι η απάτη ανέρχεται εις 125 χιλ. δραχμάς. (1140, 598, 1353, 715)
quote-cell: Ομοσπονδιακή 985 (204, 2065, 312, 2078)
subhead: ΣΥΛΛΗΨΕΙΣ ΤΩΝ ΕΝΕΧΟΜΕΝΩΝ (301, 431, 404, 461)
quote-row (459, 2146, 700, 2159)
